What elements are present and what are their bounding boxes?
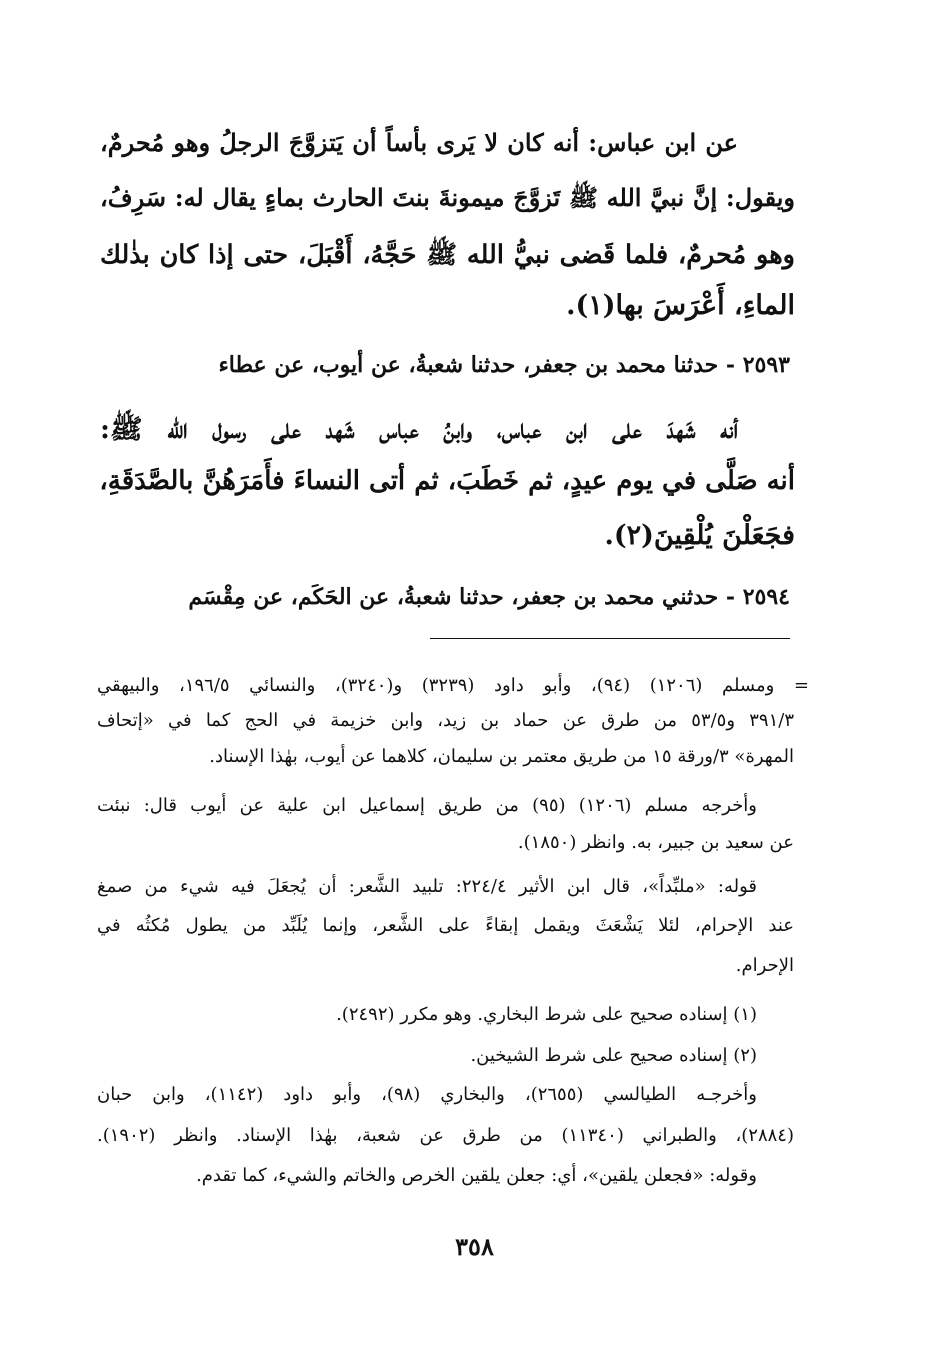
hadith-2594-chain: ٢٥٩٤ - حدثني محمد بن جعفر، حدثنا شعبةُ، عن الحَكَم، عن مِقْسَم	[188, 584, 790, 610]
footnote-mulabbadan-line-2: عند الإحرام، لئلا يَشْعَثَ ويقمل إبقاءً على الشَّعر، وإنما يُلَبِّد من يطول مُكثُه في	[97, 915, 794, 936]
footnote-muslim-line-2: عن سعيد بن جبير، به. وانظر (١٨٥٠).	[517, 832, 794, 853]
hadith-2592-line-4: الماءِ، أَعْرَسَ بها(١).	[566, 290, 795, 321]
footnote-continued-line-2: ٣٩١/٣ و٥٣/٥ من طرق عن حماد بن زيد، وابن خزيمة في الحج كما في «إتحاف	[97, 710, 795, 731]
page-number: ٣٥٨	[455, 1232, 494, 1261]
footnote-note-1: (١) إسناده صحيح على شرط البخاري. وهو مكرر (٢٤٩٢).	[336, 1004, 757, 1025]
footnote-yulqin: وقوله: «فجعلن يلقين»، أي: جعلن يلقين الخرص والخاتم والشيء، كما تقدم.	[196, 1165, 757, 1186]
footnote-muslim-line-1: وأخرجه مسلم (١٢٠٦) (٩٥) من طريق إسماعيل ابن علية عن أيوب قال: نبئت	[97, 795, 757, 816]
footnote-continued-line-3: المهرة» ٣/ورقة ١٥ من طريق معتمر بن سليمان، كلاهما عن أيوب، بهٰذا الإسناد.	[209, 746, 794, 767]
footnote-mulabbadan-line-1: قوله: «ملبِّداً»، قال ابن الأثير ٢٢٤/٤: تلبيد الشَّعر: أن يُجعَلَ فيه شيء من صمغ	[97, 876, 757, 897]
hadith-2593-line-3: فجَعَلْنَ يُلْقِينَ(٢).	[604, 520, 795, 551]
footnote-mulabbadan-line-3: الإحرام.	[735, 955, 794, 976]
hadith-2592-line-2: ويقول: إنَّ نبيَّ الله ﷺ تَزوَّجَ ميمونةَ بنتَ الحارث بماءٍ يقال له: سَرِفُ،	[100, 183, 795, 212]
hadith-2592-line-1: عن ابن عباس: أنه كان لا يَرى بأساً أن يَتزوَّجَ الرجلُ وهو مُحرمٌ،	[100, 128, 738, 157]
hadith-2593-line-2: أنه صَلَّى في يوم عيدٍ، ثم خَطَبَ، ثم أتى النساءَ فأَمَرَهُنَّ بالصَّدَقَةِ،	[99, 466, 795, 496]
footnote-takhrij-line-1: وأخرجـه الطيالسي (٢٦٥٥)، والبخاري (٩٨)، وأبو داود (١١٤٢)، وابن حبان	[97, 1084, 757, 1105]
footnote-takhrij-line-2: (٢٨٨٤)، والطبراني (١١٣٤٠) من طرق عن شعبة، بهٰذا الإسناد. وانظر (١٩٠٢).	[97, 1125, 794, 1146]
hadith-2592-line-3: وهو مُحرمٌ، فلما قَضى نبيُّ الله ﷺ حَجَّهُ، أَقْبَلَ، حتى إذا كان بذٰلك	[100, 240, 795, 270]
footnote-separator	[430, 638, 790, 639]
footnote-continued-line-1: = ومسلم (١٢٠٦) (٩٤)، وأبو داود (٣٢٣٩) و(٣٢٤٠)، والنسائي ١٩٦/٥، والبيهقي	[97, 675, 809, 696]
footnote-note-2: (٢) إسناده صحيح على شرط الشيخين.	[470, 1045, 757, 1066]
hadith-2593-line-1: أنه شَهدَ على ابن عباس، وابنُ عباس شَهد على رسول الله ﷺ:	[100, 414, 738, 445]
hadith-2593-chain: ٢٥٩٣ - حدثنا محمد بن جعفر، حدثنا شعبةُ، عن أيوب، عن عطاء	[218, 352, 790, 378]
